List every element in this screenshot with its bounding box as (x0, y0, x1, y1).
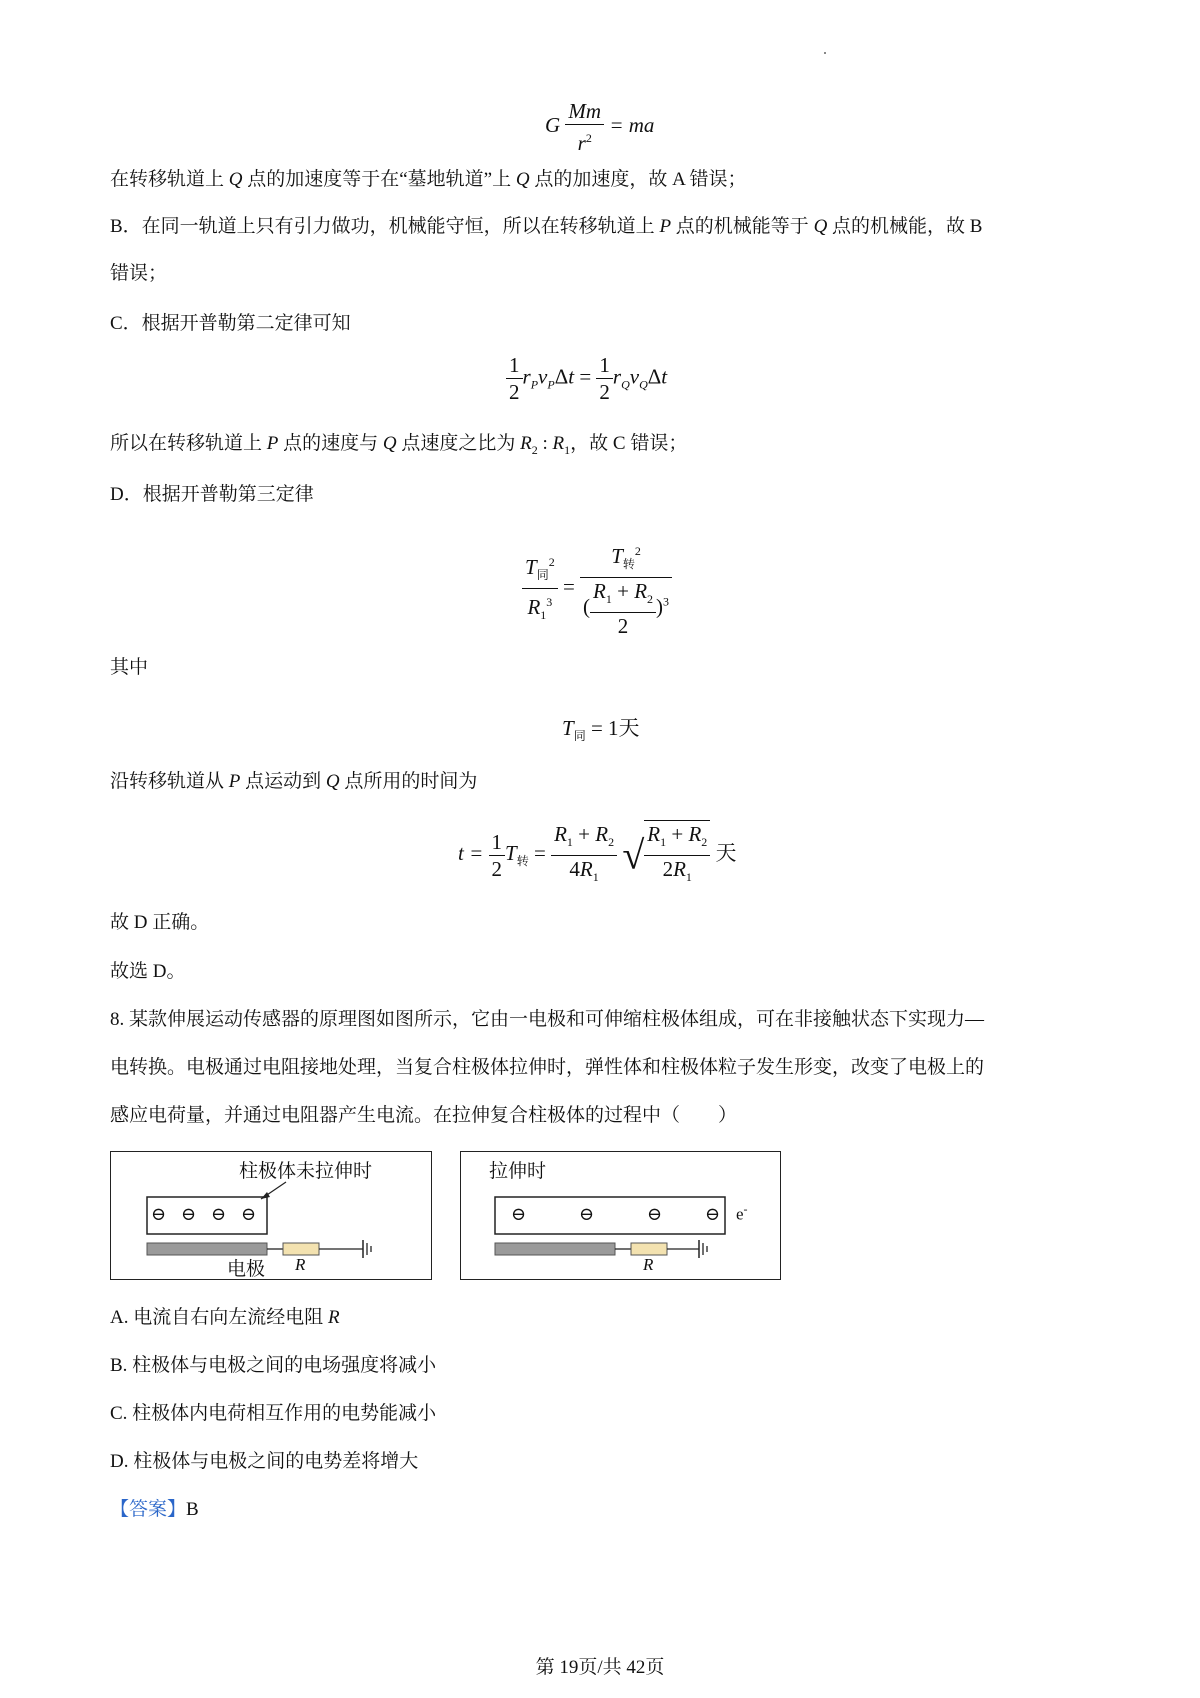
figure-label: 电极 (227, 1259, 266, 1280)
question-8-text: 电转换。电极通过电阻接地处理，当复合柱极体拉伸时，弹性体和柱极体粒子发生形变，改变了电极上的 (110, 1057, 985, 1078)
equation-gravity (545, 98, 654, 156)
electron-label: e- (736, 1202, 748, 1224)
eq-symbol: G (545, 112, 561, 137)
text-line: 故选 D。 (110, 961, 186, 982)
minus-circle-icon: ⊖ (181, 1204, 197, 1224)
text-line: 沿转移轨道从 P 点运动到 Q 点所用的时间为 (110, 771, 478, 792)
page-number: 第 19页/共 42页 (535, 1657, 665, 1678)
text-line: D．根据开普勒第三定律 (110, 484, 314, 505)
equation-kepler-second: $\frac{1}{2}$ $r_Pv_P\Delta t$ = $\frac{1}{2}$ $r_Qv_Q\Delta t$ (506, 352, 667, 405)
text-line: 故 D 正确。 (110, 912, 210, 933)
minus-circle-icon: ⊖ (241, 1204, 257, 1224)
text-line: C．根据开普勒第二定律可知 (110, 313, 351, 334)
minus-circle-icon: ⊖ (647, 1204, 663, 1224)
figure-stretched (460, 1151, 781, 1280)
question-8-text: 感应电荷量，并通过电阻器产生电流。在拉伸复合柱极体的过程中（ ） (110, 1105, 738, 1126)
minus-circle-icon: ⊖ (211, 1204, 227, 1224)
option-c: C. 柱极体内电荷相互作用的电势能减小 (110, 1403, 437, 1424)
text-line: 其中 (110, 657, 149, 678)
answer-tag: 【答案】 (110, 1499, 187, 1520)
option-b: B. 柱极体与电极之间的电场强度将减小 (110, 1355, 437, 1376)
fraction: $\frac{Mm}{r^2}$ (565, 98, 604, 156)
text-line: B．在同一轨道上只有引力做功，机械能守恒，所以在转移轨道上 P 点的机械能等于 Q 点的机械能，故 B (110, 216, 983, 237)
text-line: 在转移轨道上 Q 点的加速度等于在“墓地轨道”上 Q 点的加速度，故 A 错误； (110, 169, 747, 190)
equation-period: $T_同 = 1$天 (562, 716, 640, 744)
minus-circle-icon: ⊖ (511, 1204, 527, 1224)
minus-circle-icon: ⊖ (705, 1204, 721, 1224)
equation-time: t = $\frac{1}{2}$ $T_转$ = $\frac{R_1 + R_2}{4R_1}$ √ $\frac{R_1 + R_2}{2R_1}$ 天 (458, 820, 737, 890)
figure-label: R (643, 1255, 654, 1274)
option-a: A. 电流自右向左流经电阻 R (110, 1307, 340, 1328)
answer (110, 1498, 199, 1522)
option-d: D. 柱极体与电极之间的电势差将增大 (110, 1451, 419, 1472)
minus-circle-icon: ⊖ (151, 1204, 167, 1224)
figure-label: R (295, 1255, 306, 1274)
figure-unstretched (110, 1151, 432, 1280)
text-line: 错误； (110, 263, 168, 284)
page-speck (824, 52, 826, 54)
eq-rhs: = ma (609, 112, 655, 137)
ground-symbol-icon (699, 1240, 707, 1258)
question-8-text: 8. 某款伸展运动传感器的原理图如图所示，它由一电极和可伸缩柱极体组成，可在非接触状态下实现力— (110, 1009, 985, 1030)
equation-kepler-third: $\frac{T_同^2}{R_1^3}$ = $T_转^2$ ( $\frac{R_1 + R_2}{2}$ )$^3$ (522, 538, 672, 639)
answer-value: B (186, 1499, 199, 1520)
figure-label: 拉伸时 (489, 1161, 547, 1182)
minus-circle-icon: ⊖ (579, 1204, 595, 1224)
figure-label: 柱极体未拉伸时 (239, 1161, 373, 1182)
text-line: 所以在转移轨道上 P 点的速度与 Q 点速度之比为 $R_2$ : $R_1$，故 C 错误； (110, 433, 688, 457)
ground-symbol-icon (363, 1240, 371, 1258)
